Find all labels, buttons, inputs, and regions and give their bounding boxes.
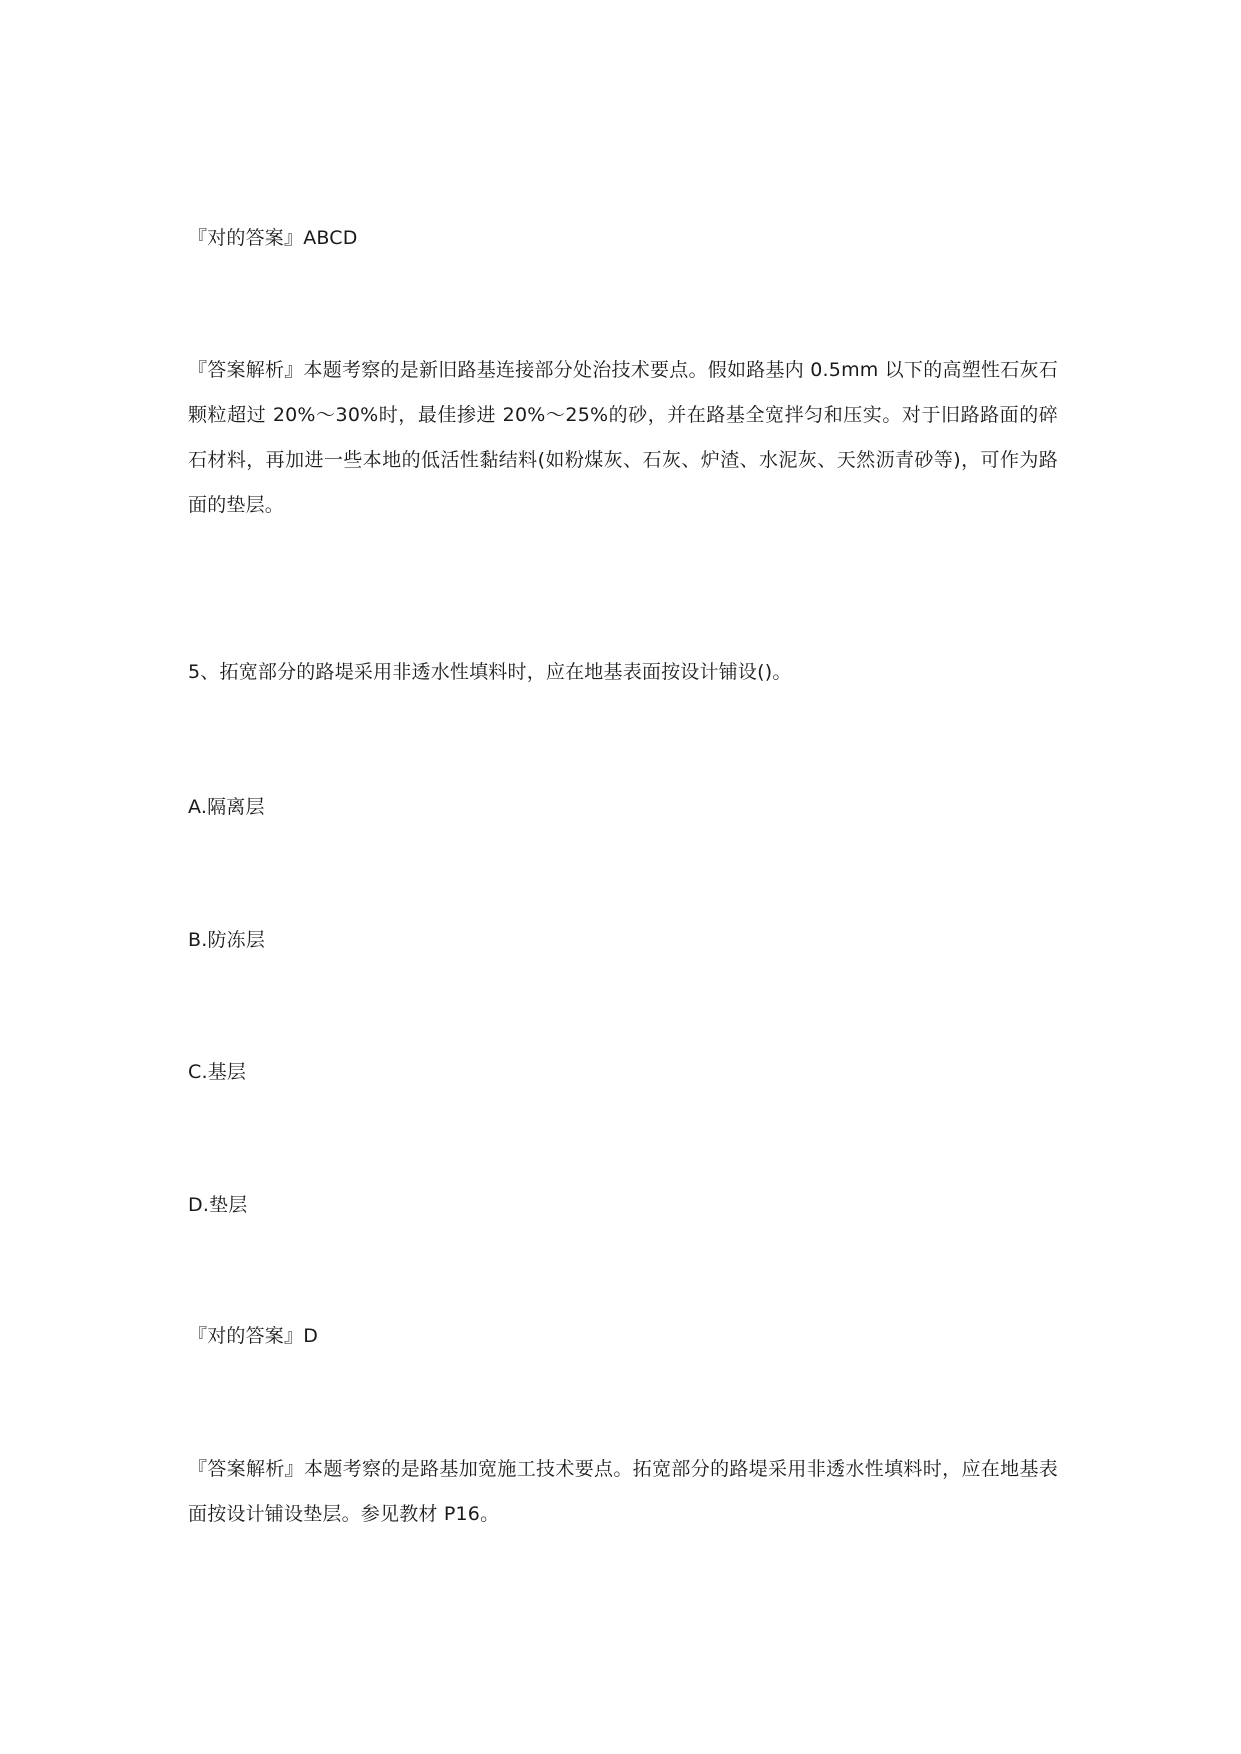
option-d: D.垫层 (188, 1194, 248, 1216)
analysis-paragraph-prev: 『答案解析』本题考察的是新旧路基连接部分处治技术要点。假如路基内 0.5mm 以下的高塑性石灰石颗粒超过 20%～30%时，最佳掺进 20%～25%的砂，并在路基全宽拌匀和压实。对于旧路路面的碎石材料，再加进一些本地的低活性黏结料(如粉煤灰、石灰、炉渣、水泥灰、天然沥青砂等)，可作为路面的垫层。 (188, 359, 1058, 516)
option-b: B.防冻层 (188, 929, 266, 951)
answer-line-q5: 『对的答案』D (188, 1325, 319, 1347)
answer-line-prev: 『对的答案』ABCD (188, 227, 358, 249)
analysis-paragraph-q5: 『答案解析』本题考察的是路基加宽施工技术要点。拓宽部分的路堤采用非透水性填料时，应在地基表面按设计铺设垫层。参见教材 P16。 (188, 1458, 1058, 1525)
option-c: C.基层 (188, 1061, 247, 1083)
question-5-stem: 5、拓宽部分的路堤采用非透水性填料时，应在地基表面按设计铺设()。 (188, 661, 792, 683)
option-a: A.隔离层 (188, 796, 265, 818)
